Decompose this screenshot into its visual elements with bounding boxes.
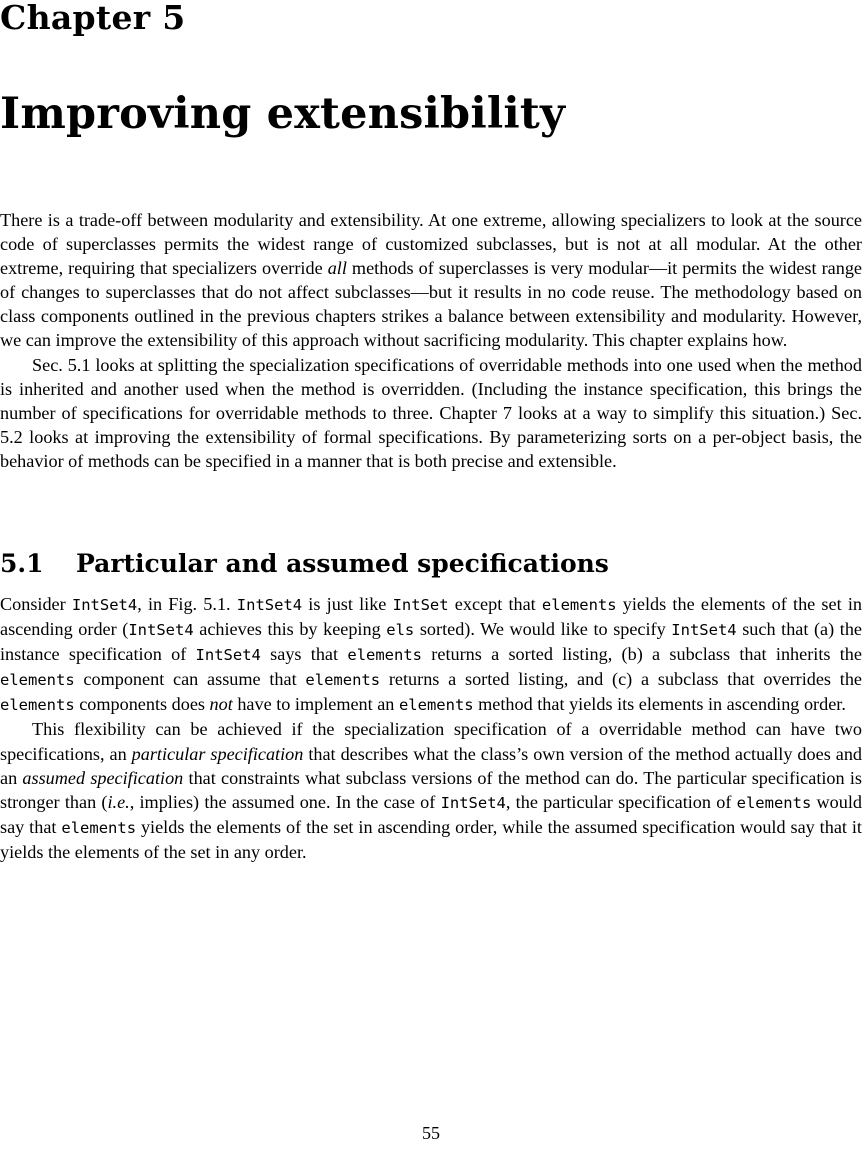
code-identifier: IntSet4 (236, 596, 303, 614)
code-identifier: els (386, 621, 415, 640)
code-identifier: IntSet4 (671, 621, 737, 640)
emphasis: assumed specification (22, 767, 184, 788)
emphasis: all (327, 258, 347, 279)
page-number: 55 (422, 1123, 440, 1143)
text-run: components does (74, 694, 210, 715)
code-identifier: elements (0, 696, 75, 715)
chapter-title: Improving extensibility (0, 89, 566, 139)
text-run: is just like (302, 594, 393, 614)
code-identifier: IntSet4 (71, 596, 138, 614)
section-number: 5.1 (0, 549, 44, 578)
emphasis: particular specification (131, 743, 304, 764)
text-run: , the particular specification of (505, 791, 737, 812)
section-paragraph-2 (0, 717, 862, 864)
text-run: There is a trade-off between modularity and extensibility. At one extreme, allowing specializers to look at the source code of superclasses permits the widest range of customized subclasses, but is not at all modular. At the other extreme, requiring that specializers override (0, 210, 862, 279)
text-run: that describes what the class’s own version of the method actually does and an (0, 743, 862, 788)
text-run: This flexibility can be achieved if the specialization specification of a overridable method can have two specifications, an (0, 719, 862, 764)
text-run: Consider (0, 594, 72, 614)
section-5-1 (0, 548, 862, 864)
intro-text (0, 208, 862, 473)
code-identifier: elements (0, 671, 75, 690)
code-identifier: IntSet4 (128, 621, 194, 640)
text-run: returns a sorted listing, and (c) a subclass that overrides the (380, 669, 862, 690)
text-run: yields the elements of the set in ascending order ( (0, 594, 862, 640)
section-paragraph-1 (0, 592, 862, 717)
section-title: Particular and assumed specifications (76, 549, 609, 578)
code-identifier: elements (398, 696, 474, 715)
text-run: method that yields its elements in ascending order. (473, 694, 846, 715)
text-run: , in Fig. 5.1. (137, 594, 237, 614)
code-identifier: elements (736, 793, 812, 812)
text-run: sorted). We would like to specify (414, 619, 672, 640)
text-run: , implies) the assumed one. In the case of (129, 791, 441, 812)
code-identifier: IntSet4 (195, 646, 261, 665)
text-run: achieves this by keeping (193, 619, 387, 640)
emphasis: not (209, 694, 233, 715)
text-run: returns a sorted listing, (b) a subclass that inherits the (422, 644, 862, 665)
section-heading (0, 548, 862, 580)
text-run: such that (a) the instance specification of (0, 619, 862, 665)
text-run: says that (260, 644, 348, 665)
emphasis: i.e. (107, 791, 130, 812)
text-run: yields the elements of the set in ascending order, while the assumed specification would say that it yields the elements of the set in any order. (0, 816, 862, 862)
code-identifier: IntSet (392, 596, 449, 614)
text-run: except that (448, 594, 542, 614)
code-identifier: IntSet4 (440, 793, 506, 812)
intro-paragraph-2: Sec. 5.1 looks at splitting the specialization specifications of overridable methods into one used when the method is inherited and another used when the method is overridden. (Including the instance specification, this brings the number of specifications for overridable methods to three. Chapter 7 looks at a way to simplify this situation.) Sec. 5.2 looks at improving the extensibility of formal specifications. By parameterizing sorts on a per-object basis, the behavior of methods can be specified in a manner that is both precise and extensible. (0, 354, 862, 471)
text-run: that constraints what subclass versions of the method can do. The particular specification is stronger than ( (0, 767, 862, 812)
text-run: methods of superclasses is very modular—it permits the widest range of changes to superclasses that do not affect subclasses—but it results in no code reuse. The methodology based on class components outlined in the previous chapters strikes a balance between extensibility and modularity. However, we can improve the extensibility of this approach without sacrificing modularity. This chapter explains how. (0, 258, 862, 351)
intro-paragraph-1 (0, 208, 862, 353)
text-run: would say that (0, 791, 862, 837)
code-identifier: elements (347, 646, 423, 665)
code-identifier: elements (541, 596, 617, 614)
text-run: have to implement an (232, 694, 399, 715)
code-identifier: elements (305, 671, 381, 690)
chapter-label: Chapter 5 (0, 0, 186, 37)
code-identifier: elements (61, 818, 137, 837)
text-run: component can assume that (74, 669, 306, 690)
